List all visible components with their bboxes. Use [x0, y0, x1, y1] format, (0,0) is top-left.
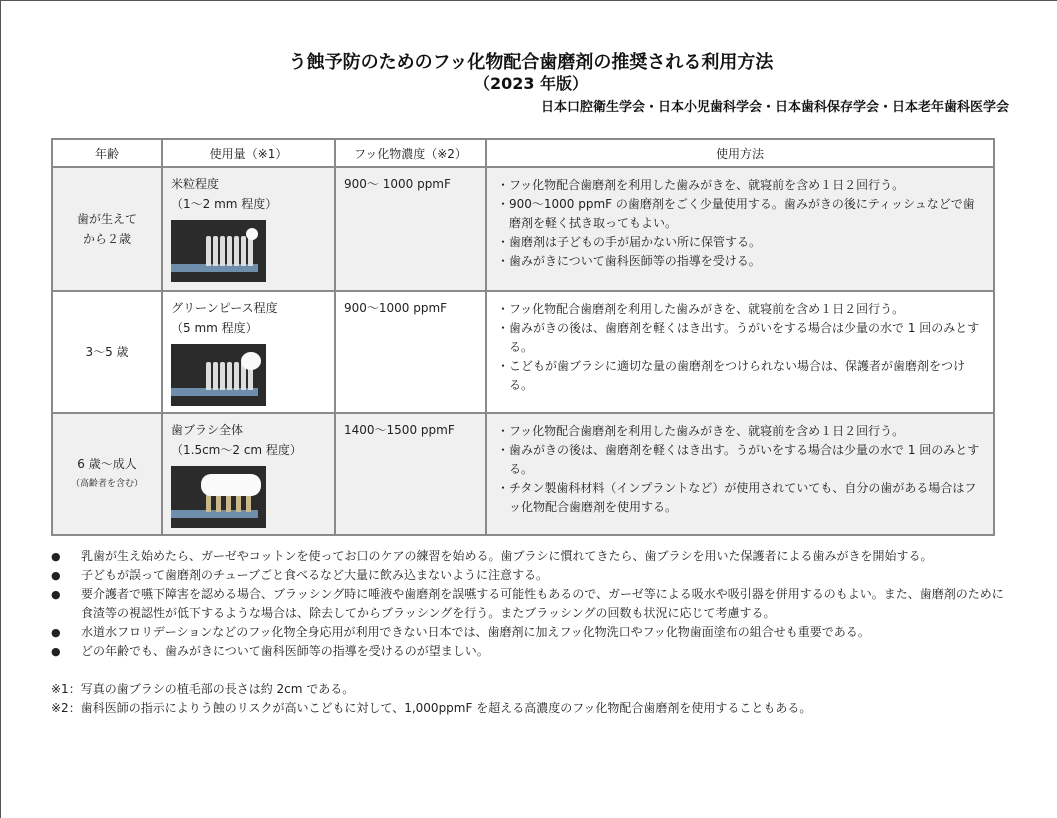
usage-item: ・歯磨剤は子どもの手が届かない所に保管する。: [497, 235, 762, 249]
usage-cell: [486, 291, 994, 413]
amount-cell: [162, 413, 335, 535]
age-cell: [52, 167, 162, 291]
societies: 日本口腔衛生学会・日本小児歯科学会・日本歯科保存学会・日本老年歯科医学会: [540, 100, 1009, 115]
table-row: [52, 167, 994, 291]
amount-detail: （5 mm 程度）: [171, 321, 258, 335]
age-cell: [52, 413, 162, 535]
column-header: フッ化物濃度（※2）: [335, 139, 486, 167]
amount-detail: （1～2 mm 程度）: [171, 197, 278, 211]
usage-item: ・フッ化物配合歯磨剤を利用した歯みがきを、就寝前を含め１日２回行う。: [497, 424, 905, 438]
concentration-cell: 900～1000 ppmF: [335, 291, 486, 413]
table-row: [52, 413, 994, 535]
usage-table: [51, 138, 995, 536]
usage-item: ・歯みがきの後は、歯磨剤を軽くはき出す。うがいをする場合は少量の水で 1 回のみとする。: [497, 321, 980, 354]
amount-detail: （1.5cm～2 cm 程度）: [171, 443, 302, 457]
age-note: （高齢者を含む）: [70, 479, 143, 489]
usage-item: ・フッ化物配合歯磨剤を利用した歯みがきを、就寝前を含め１日２回行う。: [497, 302, 905, 316]
usage-item: ・歯みがきの後は、歯磨剤を軽くはき出す。うがいをする場合は少量の水で 1 回のみとする。: [497, 443, 980, 476]
note-item: ● 乳歯が生え始めたら、ガーゼやコットンを使ってお口のケアの練習を始める。歯ブラシに慣れてきたら、歯ブラシを用いた保護者による歯みがきを開始する。: [51, 547, 1011, 566]
age-text: 6 歳～成人: [77, 457, 137, 471]
usage-cell: [486, 413, 994, 535]
concentration-cell: 900～ 1000 ppmF: [335, 167, 486, 291]
age-text: から２歳: [82, 232, 131, 246]
note-item: ● 子どもが誤って歯磨剤のチューブごと食べるなど大量に飲み込まないように注意する。: [51, 566, 1011, 585]
toothbrush-full-head-image: [171, 466, 266, 528]
concentration-cell: 1400～1500 ppmF: [335, 413, 486, 535]
usage-item: ・900～1000 ppmF の歯磨剤をごく少量使用する。歯みがきの後にティッシュなどで歯磨剤を軽く拭き取ってもよい。: [497, 197, 975, 230]
column-header: 使用量（※1）: [162, 139, 335, 167]
age-text: 歯が生えて: [76, 212, 137, 226]
age-cell: 3～5 歳: [52, 291, 162, 413]
usage-item: ・歯みがきについて歯科医師等の指導を受ける。: [497, 254, 761, 268]
note-item: ● 水道水フロリデーションなどのフッ化物全身応用が利用できない日本では、歯磨剤に加えフッ化物洗口やフッ化物歯面塗布の組合せも重要である。: [51, 623, 1011, 642]
usage-item: ・こどもが歯ブラシに適切な量の歯磨剤をつけられない場合は、保護者が歯磨剤をつける。: [497, 359, 966, 392]
amount-text: 米粒程度: [171, 177, 220, 191]
notes-section: [51, 547, 1011, 718]
table-row: [52, 291, 994, 413]
column-header: 使用方法: [486, 139, 994, 167]
footnote-1: ※1：写真の歯ブラシの植毛部の長さは約 2cm である。: [51, 682, 355, 696]
amount-text: グリーンピース程度: [171, 301, 278, 315]
column-header: 年齢: [52, 139, 162, 167]
footnote-2: ※2：歯科医師の指示によりう蝕のリスクが高いこどもに対して、1,000ppmF を超える高濃度のフッ化物配合歯磨剤を使用することもある。: [51, 701, 812, 715]
amount-cell: [162, 167, 335, 291]
amount-cell: [162, 291, 335, 413]
toothbrush-rice-grain-image: [171, 220, 266, 282]
usage-item: ・フッ化物配合歯磨剤を利用した歯みがきを、就寝前を含め１日２回行う。: [497, 178, 905, 192]
toothbrush-green-pea-image: [171, 344, 266, 406]
usage-cell: [486, 167, 994, 291]
edition-label: （2023 年版）: [473, 74, 589, 93]
table-header: [52, 139, 994, 167]
document-title: う蝕予防のためのフッ化物配合歯磨剤の推奨される利用方法: [288, 52, 774, 73]
usage-item: ・チタン製歯科材料（インプラントなど）が使用されていても、自分の歯がある場合はフッ化物配合歯磨剤を使用する。: [497, 481, 977, 514]
note-item: ● 要介護者で嚥下障害を認める場合、ブラッシング時に唾液や歯磨剤を誤嚥する可能性もあるので、ガーゼ等による吸水や吸引器を併用するのもよい。また、歯磨剤のために食渣等の視認性が低下するような場合は、除去してからブラッシングを行う。またブラッシングの回数も状況に応じて考慮する。: [51, 585, 1011, 623]
note-item: ● どの年齢でも、歯みがきについて歯科医師等の指導を受けるのが望ましい。: [51, 642, 1011, 661]
amount-text: 歯ブラシ全体: [171, 423, 244, 437]
